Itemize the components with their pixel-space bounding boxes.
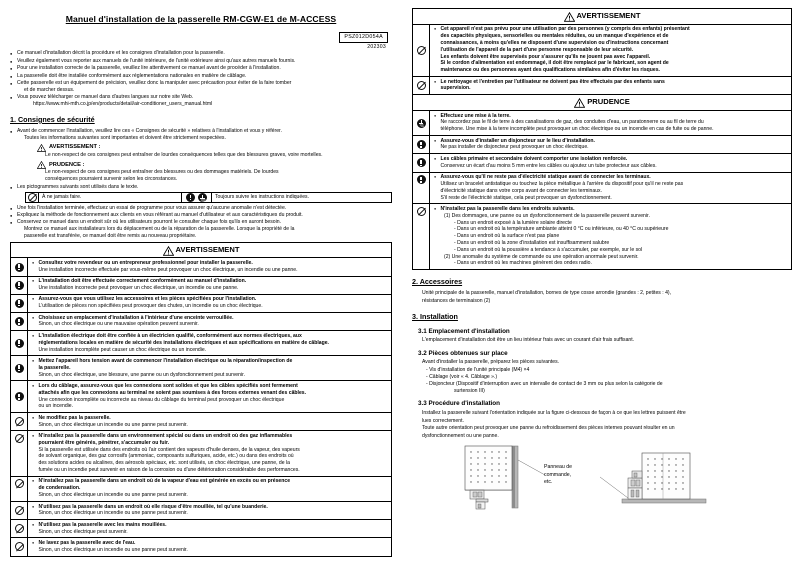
mandatory-icon — [186, 193, 195, 202]
row-body: Sinon, un choc électrique un incendie ou une panne peut survenir. — [38, 492, 188, 499]
row-text-cell — [430, 154, 791, 171]
list-item: ● Pour une installation correcte de la passerelle, veuillez lire attentivement ce manuel avant de procéder à l'installation. — [10, 65, 392, 72]
prohibition-icon — [15, 479, 24, 488]
list-item — [10, 80, 392, 94]
mandatory-icon — [15, 281, 24, 290]
row-text-cell — [430, 136, 791, 153]
row-icon-cell — [11, 258, 28, 275]
row-icon-cell — [11, 413, 28, 430]
row-title-cont: de condensation. — [38, 485, 81, 492]
section-3-3-heading: 3.3 Procédure d'installation — [418, 400, 500, 408]
row-text-cell — [28, 502, 391, 519]
keep-manual-line2: Montrez ce manuel aux installateurs lors du déplacement ou de la réparation de la passerelle. Lorsque la propriété de la — [24, 226, 295, 233]
row-text-cell — [28, 331, 391, 355]
legend-never-text: À ne jamais faire. — [42, 194, 82, 201]
row-dash: - Dans un endroit où la surface n'est pas plane — [454, 233, 560, 240]
ground-icon — [417, 119, 426, 128]
section-3-3-line: Installez la passerelle suivant l'orientation indiquée sur la figure ci-dessous de façon à ce que les lettres puissent être — [422, 409, 686, 416]
row-title: ● L'installation doit être effectuée correctement conformément au manuel d'installation. — [32, 278, 387, 285]
table-row — [11, 538, 391, 555]
warning-table-left — [10, 242, 392, 557]
row-title: ● Cet appareil n'est pas prévu pour une utilisation par des personnes (y compris des enfants) présentant — [434, 26, 787, 33]
mandatory-icon — [417, 140, 426, 149]
row-title: ● Choisissez un emplacement d'installation à l'intérieur d'une enceinte verrouillée. — [32, 315, 387, 322]
warning-triangle-icon — [564, 12, 573, 20]
safety-lead-list — [10, 128, 392, 240]
mandatory-icon — [15, 263, 24, 272]
row-body: Une installation incorrecte peut provoquer un choc électrique, un incendie ou une panne. — [38, 285, 239, 292]
installation-figure — [432, 444, 792, 522]
table-row — [11, 413, 391, 431]
row-icon-cell — [11, 520, 28, 537]
section-3-2-item: - Disjoncteur (Dispositif d'interruption avec un intervalle de contact de 3 mm ou plus selon la catégorie de — [426, 380, 663, 387]
section-3-1-text: L'emplacement d'installation doit être un lieu intérieur frais avec un courant d'air frais suffisant. — [422, 337, 635, 344]
row-body: Sinon, un choc électrique un incendie ou une panne peut survenir. — [38, 510, 188, 517]
row-icon-cell — [11, 538, 28, 555]
row-text-cell — [28, 295, 391, 312]
row-body: d'électricité statique dans votre corps avant de connecter les terminaux. — [440, 187, 603, 194]
row-dash: - Dans un endroit où la zone d'installation est insuffisamment salubre — [454, 240, 610, 247]
pictogram-legend — [25, 192, 392, 203]
section-3-2-lead: Avant d'installer la passerelle, préparez les pièces suivantes. — [422, 359, 560, 366]
row-text-cell — [28, 356, 391, 380]
row-line: des capacités physiques, sensorielles ou mentales réduites, ou un manque d'expérience et de — [440, 33, 669, 40]
row-icon-cell — [11, 502, 28, 519]
row-line: maintenance ou des personnes ayant des qualifications similaires afin d'éviter les risques. — [440, 67, 660, 74]
intro-download-text: Vous pouvez télécharger ce manuel dans d'autres langues sur notre site Web. — [17, 94, 194, 101]
warning-table-left-title: AVERTISSEMENT — [175, 244, 240, 254]
table-row — [11, 502, 391, 520]
prohibition-icon — [417, 207, 426, 216]
intro-list — [10, 50, 392, 107]
row-text-cell — [28, 431, 391, 475]
inline-caution-label: PRUDENCE : — [49, 161, 85, 168]
section-3-2-item-cont: surtension III) — [454, 387, 485, 394]
row-text-cell — [430, 77, 791, 94]
document-code: PSZ012D054A — [339, 32, 388, 44]
row-title: ● N'installez pas la passerelle dans un environnement spécial ou dans un endroit où des gaz inflammables — [32, 433, 387, 440]
row-text-cell — [28, 258, 391, 275]
row-title: ● Assurez-vous que vous utilisez les accessoires et les pièces spécifiées pour l'installation. — [32, 296, 387, 303]
row-icon-cell — [11, 313, 28, 330]
figure-wall-mount — [465, 446, 518, 509]
row-icon-cell — [11, 477, 28, 501]
legend-mandatory-cell — [181, 193, 211, 202]
row-icon-cell — [11, 356, 28, 380]
row-body: Ne raccordez pas le fil de terre à des canalisations de gaz, des conduites d'eau, un paratonnerre ou au fil de terre du — [440, 119, 704, 126]
row-text-cell — [430, 25, 791, 76]
warning-table-right-title: AVERTISSEMENT — [576, 11, 641, 20]
row-title: ● N'installez pas la passerelle dans les endroits suivants. — [434, 206, 787, 213]
table-row — [413, 77, 791, 94]
caution-table-right-header — [413, 95, 791, 111]
keep-manual-line3: passerelle est transférée, ce manuel doit être remis au nouveau propriétaire. — [24, 232, 197, 239]
row-body: Sinon, un choc électrique un incendie ou une panne peut survenir. — [38, 546, 188, 553]
row-dash: - Dans un endroit exposé à la lumière solaire directe — [454, 219, 572, 226]
list-item — [10, 219, 392, 239]
figure-label-line: Panneau de — [544, 464, 572, 471]
section-3-3-line: lues correctement. — [422, 417, 464, 424]
left-column — [0, 0, 400, 567]
ground-icon — [198, 193, 207, 202]
section-3-3-line: Toute autre orientation peut provoquer une panne du refroidissement des pièces internes pouvant résulter en un — [422, 425, 675, 432]
row-icon-cell — [413, 154, 430, 171]
page-title: Manuel d'installation de la passerelle RM-CGW-E1 de M-ACCESS — [65, 14, 337, 24]
row-title: ● N'utilisez pas la passerelle dans un endroit où elle risque d'être mouillée, tel qu'une buanderie. — [32, 504, 387, 511]
section-3-1-heading: 3.1 Emplacement d'installation — [418, 327, 510, 335]
row-icon-cell — [413, 111, 430, 135]
table-row — [11, 520, 391, 538]
mandatory-icon — [417, 158, 426, 167]
warning-table-left-header — [11, 243, 391, 259]
row-icon-cell — [413, 173, 430, 204]
safety-lead-line1: Avant de commencer l'installation, veuillez lire ces « Consignes de sécurité » relatives à l'installation et vous y référer. — [17, 128, 282, 135]
mandatory-icon — [417, 175, 426, 184]
table-row — [11, 477, 391, 502]
list-item: ● Expliquez la méthode de fonctionnement aux clients en vous référant au manuel d'utilisateur et aux caractéristiques du produit. — [10, 212, 392, 219]
row-title: ● Les câbles primaire et secondaire doivent comporter une isolation renforcée. — [434, 156, 787, 163]
caution-table-right-title: PRUDENCE — [587, 97, 630, 107]
row-icon-cell — [11, 295, 28, 312]
row-body: Une installation incorrecte effectuée par vous-même peut provoquer un choc électrique, un incendie ou une panne. — [38, 266, 298, 273]
row-sub-1: (1) Des dommages, une panne ou un dysfonctionnement de la passerelle peuvent survenir. — [444, 212, 650, 219]
row-text-cell — [28, 413, 391, 430]
row-text-cell — [28, 477, 391, 501]
row-title: ● Lors du câblage, assurez-vous que les connexions sont solides et que les câbles spécifiés sont fermement — [32, 383, 387, 390]
accessories-line-1: Unité principale de la passerelle, manuel d'installation, bornes de type cosse arrondie (grandes : 2, petites : 4), — [422, 290, 672, 297]
row-line: connaissances, à moins qu'elles ne disposent d'une supervision ou d'instructions concernant — [440, 39, 669, 46]
row-title: ● Consultez votre revendeur ou un entrepreneur professionnel pour installer la passerelle. — [32, 260, 387, 267]
accessories-line-2: résistances de terminaison (2) — [422, 298, 491, 305]
warning-triangle-icon — [163, 246, 172, 254]
table-row — [413, 173, 791, 205]
mandatory-icon — [15, 299, 24, 308]
row-text-cell — [28, 277, 391, 294]
row-body: Sinon, un choc électrique ou une mauvaise opération peuvent survenir. — [38, 321, 199, 328]
inline-warning-header — [17, 144, 392, 152]
section-3-2-item: - Vis d'installation de l'unité principale (M4) ×4 — [426, 367, 530, 374]
row-line: Si le cordon d'alimentation est endommagé, il doit être remplacé par le fabricant, son agent de — [440, 60, 669, 67]
row-body: ou un incendie. — [38, 403, 74, 410]
section-3-2-heading: 3.2 Pièces obtenues sur place — [418, 349, 508, 357]
row-body: téléphone. Une mise à la terre incomplète peut provoquer un choc électrique ou un incendie en cas de fuite ou de panne. — [440, 126, 714, 133]
table-row — [11, 313, 391, 331]
row-line: l'utilisation de l'appareil de la part d'une personne responsable de leur sécurité. — [440, 46, 634, 53]
row-text-cell — [430, 173, 791, 204]
row-body: Sinon, un choc électrique, une blessure, une panne ou un dysfonctionnement peut survenir. — [38, 371, 245, 378]
row-title: ● N'installez pas la passerelle dans un endroit où de la vapeur d'eau est générée en excès ou en présence — [32, 478, 387, 485]
table-row — [11, 258, 391, 276]
inline-caution-header — [17, 161, 392, 169]
document-code-block — [10, 32, 392, 51]
inline-caution-text-1: Le non-respect de ces consignes peut entraîner des blessures ou des dommages matériels. De lourdes — [45, 169, 279, 176]
table-row — [413, 111, 791, 136]
row-icon-cell — [413, 25, 430, 76]
row-body: Si la passerelle est utilisée dans des endroits où l'air contient des vapeurs d'huile denses, de la vapeur, des vapeurs — [38, 446, 300, 453]
list-item — [10, 184, 392, 203]
row-title: ● Assurez-vous qu'il ne reste pas d'électricité statique avant de connecter les terminaux. — [434, 174, 787, 181]
row-body: L'utilisation de pièces non spécifiées peut provoquer des chutes, un incendie ou un choc électrique. — [38, 303, 263, 310]
row-line: Les enfants doivent être supervisés pour s'assurer qu'ils ne jouent pas avec l'appareil. — [440, 53, 651, 60]
figure-label-line: etc. — [544, 479, 553, 486]
row-body: de solvant organique, des gaz corrosifs (ammoniac, composants sulfuriques, acide, etc.) ou dans des endroits où — [38, 453, 294, 460]
mandatory-icon — [15, 392, 24, 401]
prohibition-icon — [417, 46, 426, 55]
table-row — [413, 154, 791, 172]
row-icon-cell — [413, 204, 430, 269]
legend-always-text: Toujours suivre les instructions indiquées. — [211, 193, 391, 202]
row-icon-cell — [11, 381, 28, 412]
row-title: ● L'installation électrique doit être confiée à un électricien qualifié, conformément aux normes électriques, aux — [32, 333, 387, 340]
leader-line-left — [518, 460, 545, 475]
row-body: des solutions acides ou alcalines, des aérosols spéciaux, etc. sont utilisés, un choc électrique, une panne, de la — [38, 460, 290, 467]
list-item — [10, 94, 392, 108]
row-body: Utilisez un bracelet antistatique ou touchez la pièce métallique à l'arrière du dispositif pour qu'il ne reste pas — [440, 180, 684, 187]
mandatory-icon — [15, 364, 24, 373]
document-date: 202303 — [367, 43, 386, 50]
mandatory-icon — [15, 339, 24, 348]
mandatory-icon — [15, 317, 24, 326]
row-title: ● Ne lavez pas la passerelle avec de l'eau. — [32, 540, 387, 547]
row-title: ● Ne modifiez pas la passerelle. — [32, 415, 387, 422]
list-item: ● Veuillez également vous reporter aux manuels de l'unité intérieure, de l'unité extérieure ainsi qu'aux autres manuels fournis. — [10, 58, 392, 65]
figure-panel-mount — [622, 453, 706, 503]
table-row — [413, 204, 791, 269]
row-title-cont: pourraient être générés, pénétrer, s'accumuler ou fuir. — [38, 439, 170, 446]
row-body: Sinon, un choc électrique peut survenir. — [38, 528, 128, 535]
figure-label-line: commande, — [544, 471, 572, 478]
right-column — [400, 0, 802, 567]
row-text-cell — [28, 313, 391, 330]
section-3-2-item: - Câblage (voir « 4. Câblage ».) — [426, 373, 498, 380]
leader-line-right — [600, 477, 628, 498]
prohibition-icon — [28, 193, 37, 202]
row-text-cell — [28, 381, 391, 412]
inline-warning-label: AVERTISSEMENT : — [49, 144, 101, 151]
row-icon-cell — [413, 77, 430, 94]
section-3-heading: 3. Installation — [412, 312, 458, 322]
prohibition-icon — [15, 417, 24, 426]
row-text-cell — [430, 111, 791, 135]
row-title-cont: attachés afin que les connexions au terminal ne soient pas soumises à des forces externes venant des câbles. — [38, 389, 307, 396]
row-title-cont: réglementations locales en matière de sécurité des installations électriques et aux spécifications en matière de câblage. — [38, 339, 329, 346]
section-3-3-line: dysfonctionnement ou une panne. — [422, 433, 499, 440]
warning-table-right — [412, 8, 792, 95]
row-title-cont: supervision. — [440, 85, 471, 92]
row-title: ● Assurez-vous d'installer un disjoncteur sur le lieu d'installation. — [434, 138, 787, 145]
row-title: ● Effectuez une mise à la terre. — [434, 113, 787, 120]
intro-precision-line1: Cette passerelle est un équipement de précision, veuillez donc la manipuler avec précaution pour éviter de la faire tomber — [17, 80, 292, 87]
warning-triangle-icon — [37, 144, 46, 152]
figure-label — [544, 464, 572, 487]
keep-manual-line1: Conservez ce manuel dans un endroit sûr où les utilisateurs pourront le consulter chaque fois qu'ils en auront besoin. — [17, 219, 282, 226]
list-item: ● Ce manuel d'installation décrit la procédure et les consignes d'installation pour la passerelle. — [10, 50, 392, 57]
row-dash: - Dans un endroit où les machines génèrent des ondes radio. — [454, 260, 592, 267]
prohibition-icon — [15, 434, 24, 443]
row-text-cell — [28, 520, 391, 537]
inline-caution-text-2: conséquences pourraient survenir selon les circonstances. — [45, 176, 178, 183]
row-text-cell — [28, 538, 391, 555]
row-dash: - Dans un endroit où la poussière a tendance à s'accumuler, par exemple, sur le sol — [454, 246, 643, 253]
table-row — [413, 136, 791, 154]
table-row — [11, 277, 391, 295]
row-title: ● Mettez l'appareil hors tension avant de commencer l'installation électrique ou la réparation/inspection de — [32, 358, 387, 365]
caution-triangle-icon — [37, 161, 46, 169]
section-2-heading: 2. Accessoires — [412, 277, 463, 287]
caution-triangle-icon — [574, 98, 583, 106]
row-body: Une connexion incomplète ou incorrecte au niveau du câblage du terminal peut provoquer un choc électrique — [38, 396, 285, 403]
row-icon-cell — [11, 331, 28, 355]
row-dash: - Dans un endroit où la température ambiante atteint 0 °C ou inférieure, ou 40 °C ou supérieure — [454, 226, 669, 233]
prohibition-icon — [15, 506, 24, 515]
table-row — [11, 331, 391, 356]
table-row — [11, 356, 391, 381]
row-body: fumée ou un incendie peut survenir en raison de la corrosion ou d'une détérioration considérable des performances. — [38, 467, 300, 474]
list-item: ● La passerelle doit être installée conformément aux réglementations nationales en matière de câblage. — [10, 73, 392, 80]
section-1-heading: 1. Consignes de sécurité — [10, 114, 95, 124]
row-body: Sinon, un choc électrique un incendie ou une panne peut survenir. — [38, 421, 188, 428]
list-item — [10, 128, 392, 183]
intro-precision-line2: et de marcher dessus. — [24, 86, 75, 93]
row-icon-cell — [11, 431, 28, 475]
inline-warning-text: Le non-respect de ces consignes peut entraîner de lourdes conséquences telles que des blessures graves, voire mortelles. — [45, 152, 323, 159]
row-text-cell — [430, 204, 791, 269]
row-title-cont: la passerelle. — [38, 364, 71, 371]
prohibition-icon — [15, 524, 24, 533]
warning-table-right-header — [413, 9, 791, 25]
prohibition-icon — [15, 542, 24, 551]
row-title: ● N'utilisez pas la passerelle avec les mains mouillées. — [32, 522, 387, 529]
row-title: ● Le nettoyage et l'entretien par l'utilisateur ne doivent pas être effectués par des enfants sans — [434, 79, 787, 86]
row-icon-cell — [11, 277, 28, 294]
prohibition-icon — [417, 81, 426, 90]
safety-lead-line2: Toutes les informations suivantes sont importantes et doivent être strictement respectées. — [24, 134, 226, 141]
row-body: S'il reste de l'électricité statique, cela peut provoquer un dysfonctionnement. — [440, 194, 612, 201]
manual-download-link[interactable]: https://www.mhi-mth.co.jp/en/products/detail/air-conditioner_users_manual.html — [33, 101, 213, 108]
table-row — [11, 381, 391, 413]
caution-table-right — [412, 94, 792, 270]
row-icon-cell — [413, 136, 430, 153]
row-body: Une installation incomplète peut causer un choc électrique ou un incendie. — [38, 346, 207, 353]
pictogram-intro: Les pictogrammes suivants sont utilisés dans le texte. — [17, 183, 139, 190]
legend-prohibition-cell — [26, 193, 39, 202]
row-body: Ne pas installer de disjoncteur peut provoquer un choc électrique. — [440, 144, 589, 151]
table-row — [413, 25, 791, 77]
table-row — [11, 431, 391, 476]
row-sub-2: (2) Une anomalie du système de commande ou une opération anormale peut survenir. — [444, 253, 639, 260]
installation-figure-svg — [432, 444, 752, 522]
list-item: ● Une fois l'installation terminée, effectuez un essai de programme pour vous assurer qu'aucune anomalie n'est détectée. — [10, 205, 392, 212]
table-row — [11, 295, 391, 313]
row-body: Conservez un écart d'au moins 5 mm entre les câbles ou ajoutez un tube protecteur aux câbles. — [440, 162, 657, 169]
